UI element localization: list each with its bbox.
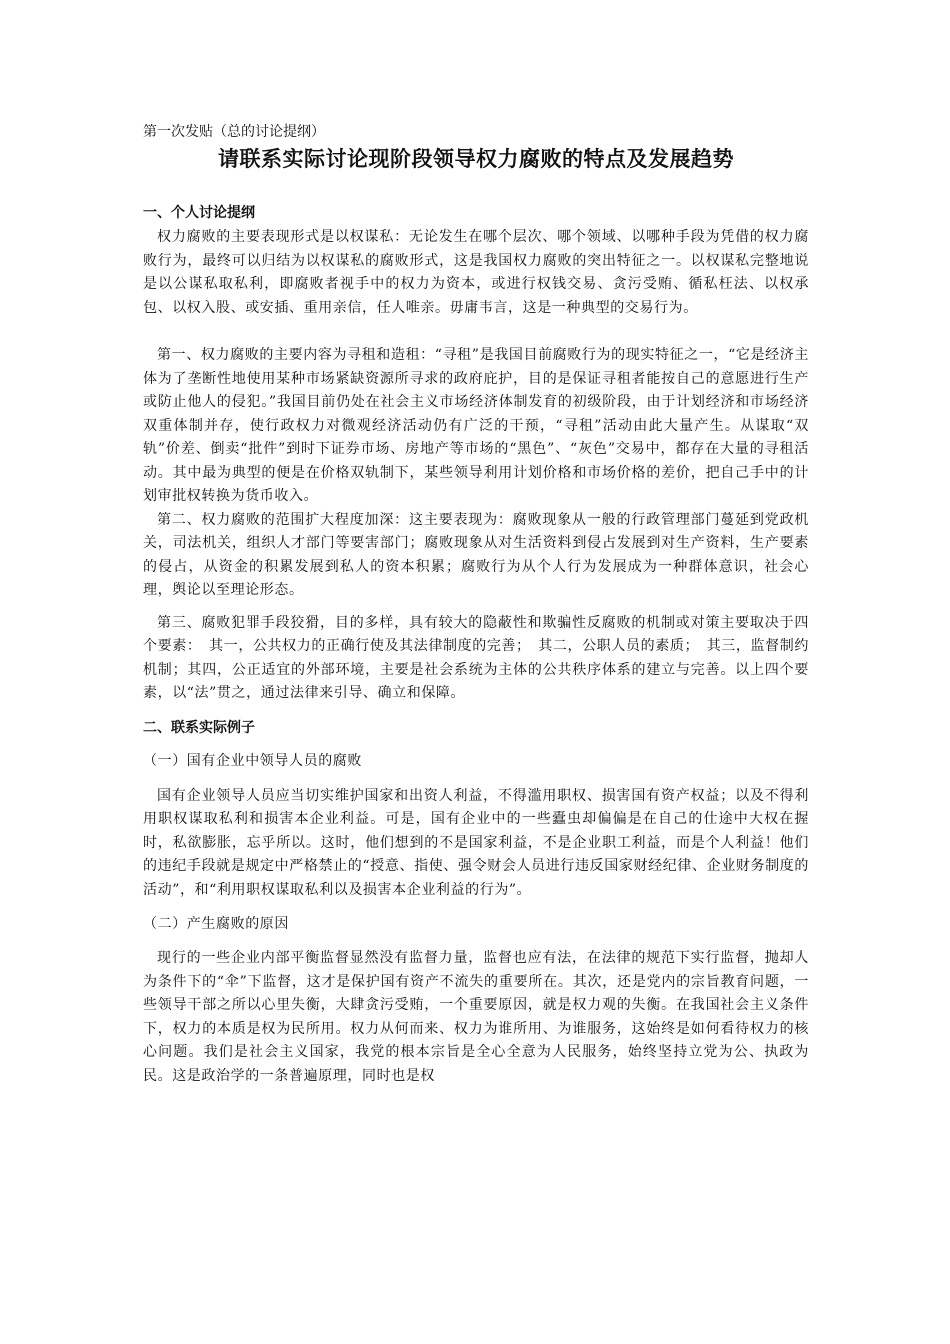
section-heading-examples: 二、联系实际例子 <box>143 719 255 736</box>
paragraph-point-2: 第二、权力腐败的范围扩大程度加深：这主要表现为：腐败现象从一般的行政管理部门蔓延到党政机关，司法机关，组织人才部门等要害部门；腐败现象从对生活资料到侵占发展到对生产资料，生产要素的侵占，从资金的积累发展到私人的资本积累；腐败行为从个人行为发展成为一种群体意识，社会心理，舆论以至理论形态。 <box>143 511 809 598</box>
subheading-corruption-causes: （二）产生腐败的原因 <box>143 916 289 932</box>
subheading-soe-corruption: （一）国有企业中领导人员的腐败 <box>143 752 362 769</box>
post-label: 第一次发贴（总的讨论提纲） <box>143 124 325 140</box>
section-heading-outline: 一、个人讨论提纲 <box>143 205 255 221</box>
document-page <box>143 122 809 1088</box>
document-title: 请联系实际讨论现阶段领导权力腐败的特点及发展趋势 <box>218 147 734 171</box>
paragraph-point-1: 第一、权力腐败的主要内容为寻租和造租：“寻租”是我国目前腐败行为的现实特征之一，“它是经济主体为了垄断性地使用某种市场紧缺资源所寻求的政府庇护，目的是保证寻租者能按自己的意愿进行生产或防止他人的侵犯。”我国目前仍处在社会主义市场经济体制发育的初级阶段，由于计划经济和市场经济双重体制并存，使行政权力对微观经济活动仍有广泛的干预，“寻租”活动由此大量产生。从谋取“双轨”价差、倒卖“批件”到时下证券市场、房地产等市场的“黑色”、“灰色”交易中，都存在大量的寻租活动。其中最为典型的便是在价格双轨制下，某些领导利用计划价格和市场价格的差价，把自己手中的计划审批权转换为货币收入。 <box>143 347 809 504</box>
paragraph-point-3: 第三、腐败犯罪手段狡猾，目的多样，具有较大的隐蔽性和欺骗性反腐败的机制或对策主要取决于四个要素： 其一，公共权力的正确行使及其法律制度的完善； 其二，公职人员的素质； 其三，监督制约机制；其四，公正适宜的外部环境，主要是社会系统为主体的公共秩序体系的建立与完善。以上四个要素，以“法”贯之，通过法律来引导、确立和保障。 <box>143 614 809 701</box>
paragraph-corruption-causes: 现行的一些企业内部平衡监督显然没有监督力量，监督也应有法，在法律的规范下实行监督，抛却人为条件下的“伞”下监督，这才是保护国有资产不流失的重要所在。其次，还是党内的宗旨教育问题，一些领导干部之所以心里失衡，大肆贪污受贿，一个重要原因，就是权力观的失衡。在我国社会主义条件下，权力的本质是权为民所用。权力从何而来、权力为谁所用、为谁服务，这始终是如何看待权力的核心问题。我们是社会主义国家，我党的根本宗旨是全心全意为人民服务，始终坚持立党为公、执政为民。这是政治学的一条普遍原理，同时也是权 <box>143 950 809 1084</box>
paragraph-intro: 权力腐败的主要表现形式是以权谋私：无论发生在哪个层次、哪个领域、以哪种手段为凭借的权力腐败行为，最终可以归结为以权谋私的腐败形式，这是我国权力腐败的突出特征之一。以权谋私完整地说是以公谋私取私利，即腐败者视手中的权力为资本，或进行权钱交易、贪污受贿、循私枉法、以权承包、以权入股、或安插、重用亲信，任人唯亲。毋庸韦言，这是一种典型的交易行为。 <box>143 229 809 316</box>
paragraph-soe-corruption: 国有企业领导人员应当切实维护国家和出资人利益，不得滥用职权、损害国有资产权益；以及不得利用职权谋取私利和损害本企业利益。可是，国有企业中的一些蠹虫却偏偏是在自己的仕途中大权在握时，私欲膨胀，忘乎所以。这时，他们想到的不是国家利益，不是企业职工利益，而是个人利益！他们的违纪手段就是规定中严格禁止的“授意、指使、强令财会人员进行违反国家财经纪律、企业财务制度的活动”，和“利用职权谋取私利以及损害本企业利益的行为”。 <box>143 787 809 898</box>
